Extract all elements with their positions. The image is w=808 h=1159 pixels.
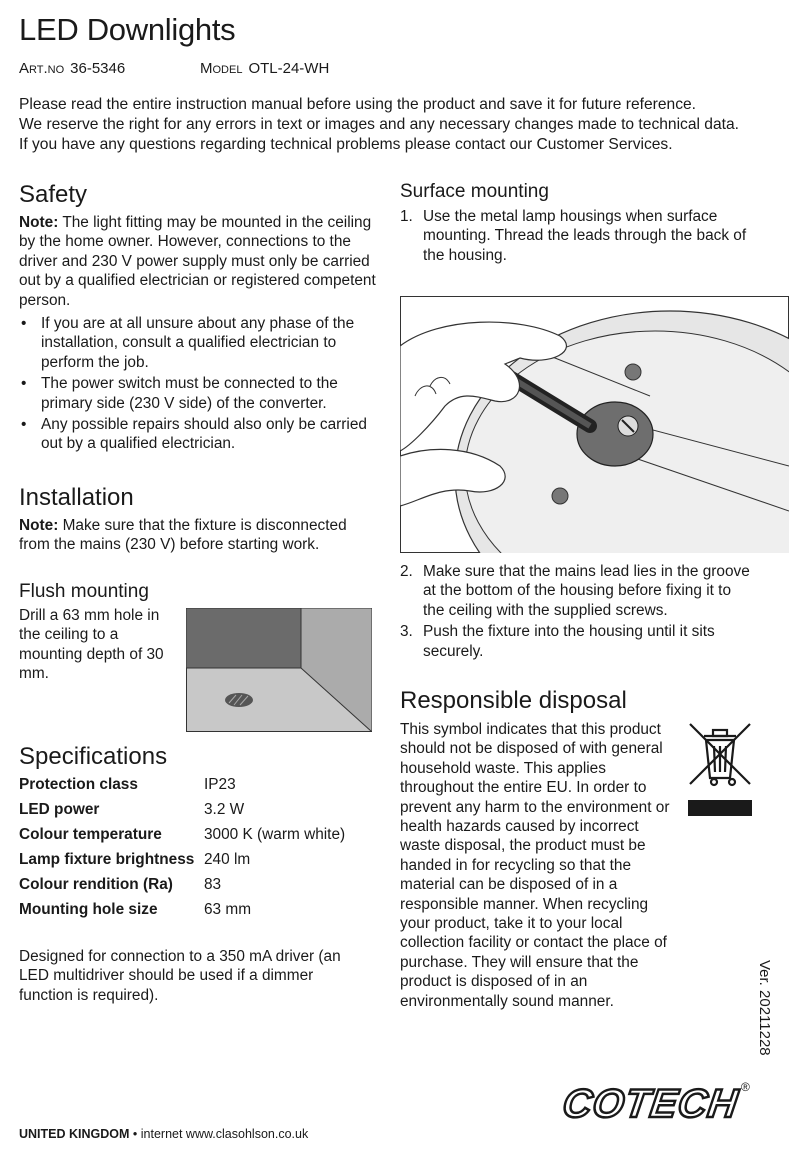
surface-mounting-illustration <box>400 296 789 553</box>
table-row: LED power 3.2 W <box>19 801 245 818</box>
page-title: LED Downlights <box>19 12 236 47</box>
intro-text: Please read the entire instruction manual before using the product and save it for future reference. We reserve the right for any errors in text or images and any necessary changes made to technical data. If you have any questions regarding technical problems please contact our Customer Services. <box>19 96 739 153</box>
surface-heading: Surface mounting <box>400 181 549 202</box>
weee-bin-icon <box>684 720 756 820</box>
surface-steps-continued <box>400 562 750 663</box>
surface-steps-1 <box>400 207 750 265</box>
list-item: 3. Push the fixture into the housing until it sits securely. <box>400 623 715 660</box>
version-label: Ver. 20211228 <box>756 960 773 1056</box>
safety-note: Note: The light fitting may be mounted in the ceiling by the home owner. However, connections to the driver and 230 V power supply must only be carried out by a qualified electrician or registered competent person. <box>19 214 376 309</box>
table-row: Protection class IP23 <box>19 776 236 793</box>
footer: UNITED KINGDOM • internet www.clasohlson.co.uk <box>19 1127 309 1141</box>
table-row: Mounting hole size 63 mm <box>19 901 252 918</box>
specs-table <box>19 775 345 925</box>
flush-mounting-illustration <box>186 608 372 732</box>
table-row: Lamp fixture brightness 240 lm <box>19 851 251 868</box>
disposal-section <box>400 686 680 1011</box>
installation-section <box>19 483 374 555</box>
installation-note: Note: Make sure that the fixture is disconnected from the mains (230 V) before starting work. <box>19 517 347 554</box>
drill-hole-icon <box>225 693 253 707</box>
cable-grommet <box>577 402 653 466</box>
installation-heading: Installation <box>19 484 134 511</box>
list-item: 2. Make sure that the mains lead lies in the groove at the bottom of the housing before fixing it to the ceiling with the supplied screws. <box>400 563 750 619</box>
list-item: • The power switch must be connected to the primary side (230 V side) of the converter. <box>19 374 379 413</box>
model-number: Model OTL-24-WH <box>200 60 330 77</box>
table-row: Colour rendition (Ra) 83 <box>19 876 222 893</box>
surface-steps-2 <box>400 562 750 661</box>
ceiling-cavity <box>187 609 302 669</box>
article-number: Art.no 36-5346 <box>19 60 126 77</box>
surface-mounting-section <box>400 180 750 267</box>
driver-note: Designed for connection to a 350 mA driver (an LED multidriver should be used if a dimmer function is required). <box>19 948 341 1004</box>
screw-hole-icon <box>625 364 641 380</box>
specs-heading: Specifications <box>19 743 168 770</box>
list-item: 1. Use the metal lamp housings when surface mounting. Thread the leads through the back of the housing. <box>400 208 747 264</box>
safety-bullets <box>19 314 379 454</box>
disposal-text: This symbol indicates that this product should not be disposed of with general household waste. This applies throughout the entire EU. In order to prevent any harm to the environment or health hazards caused by incorrect waste disposal, the product must be handed in for recycling so that the material can be disposed of in a responsible manner. When recycling your product, take it to your local collection facility or contact the place of purchase. They will ensure that the product is disposed of in an environmentally sound manner. <box>400 721 670 1010</box>
safety-section <box>19 180 379 456</box>
flush-text: Drill a 63 mm hole in the ceiling to a mounting depth of 30 mm. <box>19 607 164 683</box>
screw-hole-icon <box>552 488 568 504</box>
brand-logo: COTECH ® <box>559 1080 750 1126</box>
list-item: • If you are at all unsure about any phase of the installation, consult a qualified electrician to perform the job. <box>19 314 379 372</box>
list-item: • Any possible repairs should also only be carried out by a qualified electrician. <box>19 415 379 454</box>
table-row: Colour temperature 3000 K (warm white) <box>19 826 346 843</box>
safety-heading: Safety <box>19 181 88 208</box>
specifications-section <box>19 742 379 925</box>
flush-heading: Flush mounting <box>19 581 149 602</box>
flush-mounting-section <box>19 580 179 684</box>
disposal-heading: Responsible disposal <box>400 687 627 714</box>
